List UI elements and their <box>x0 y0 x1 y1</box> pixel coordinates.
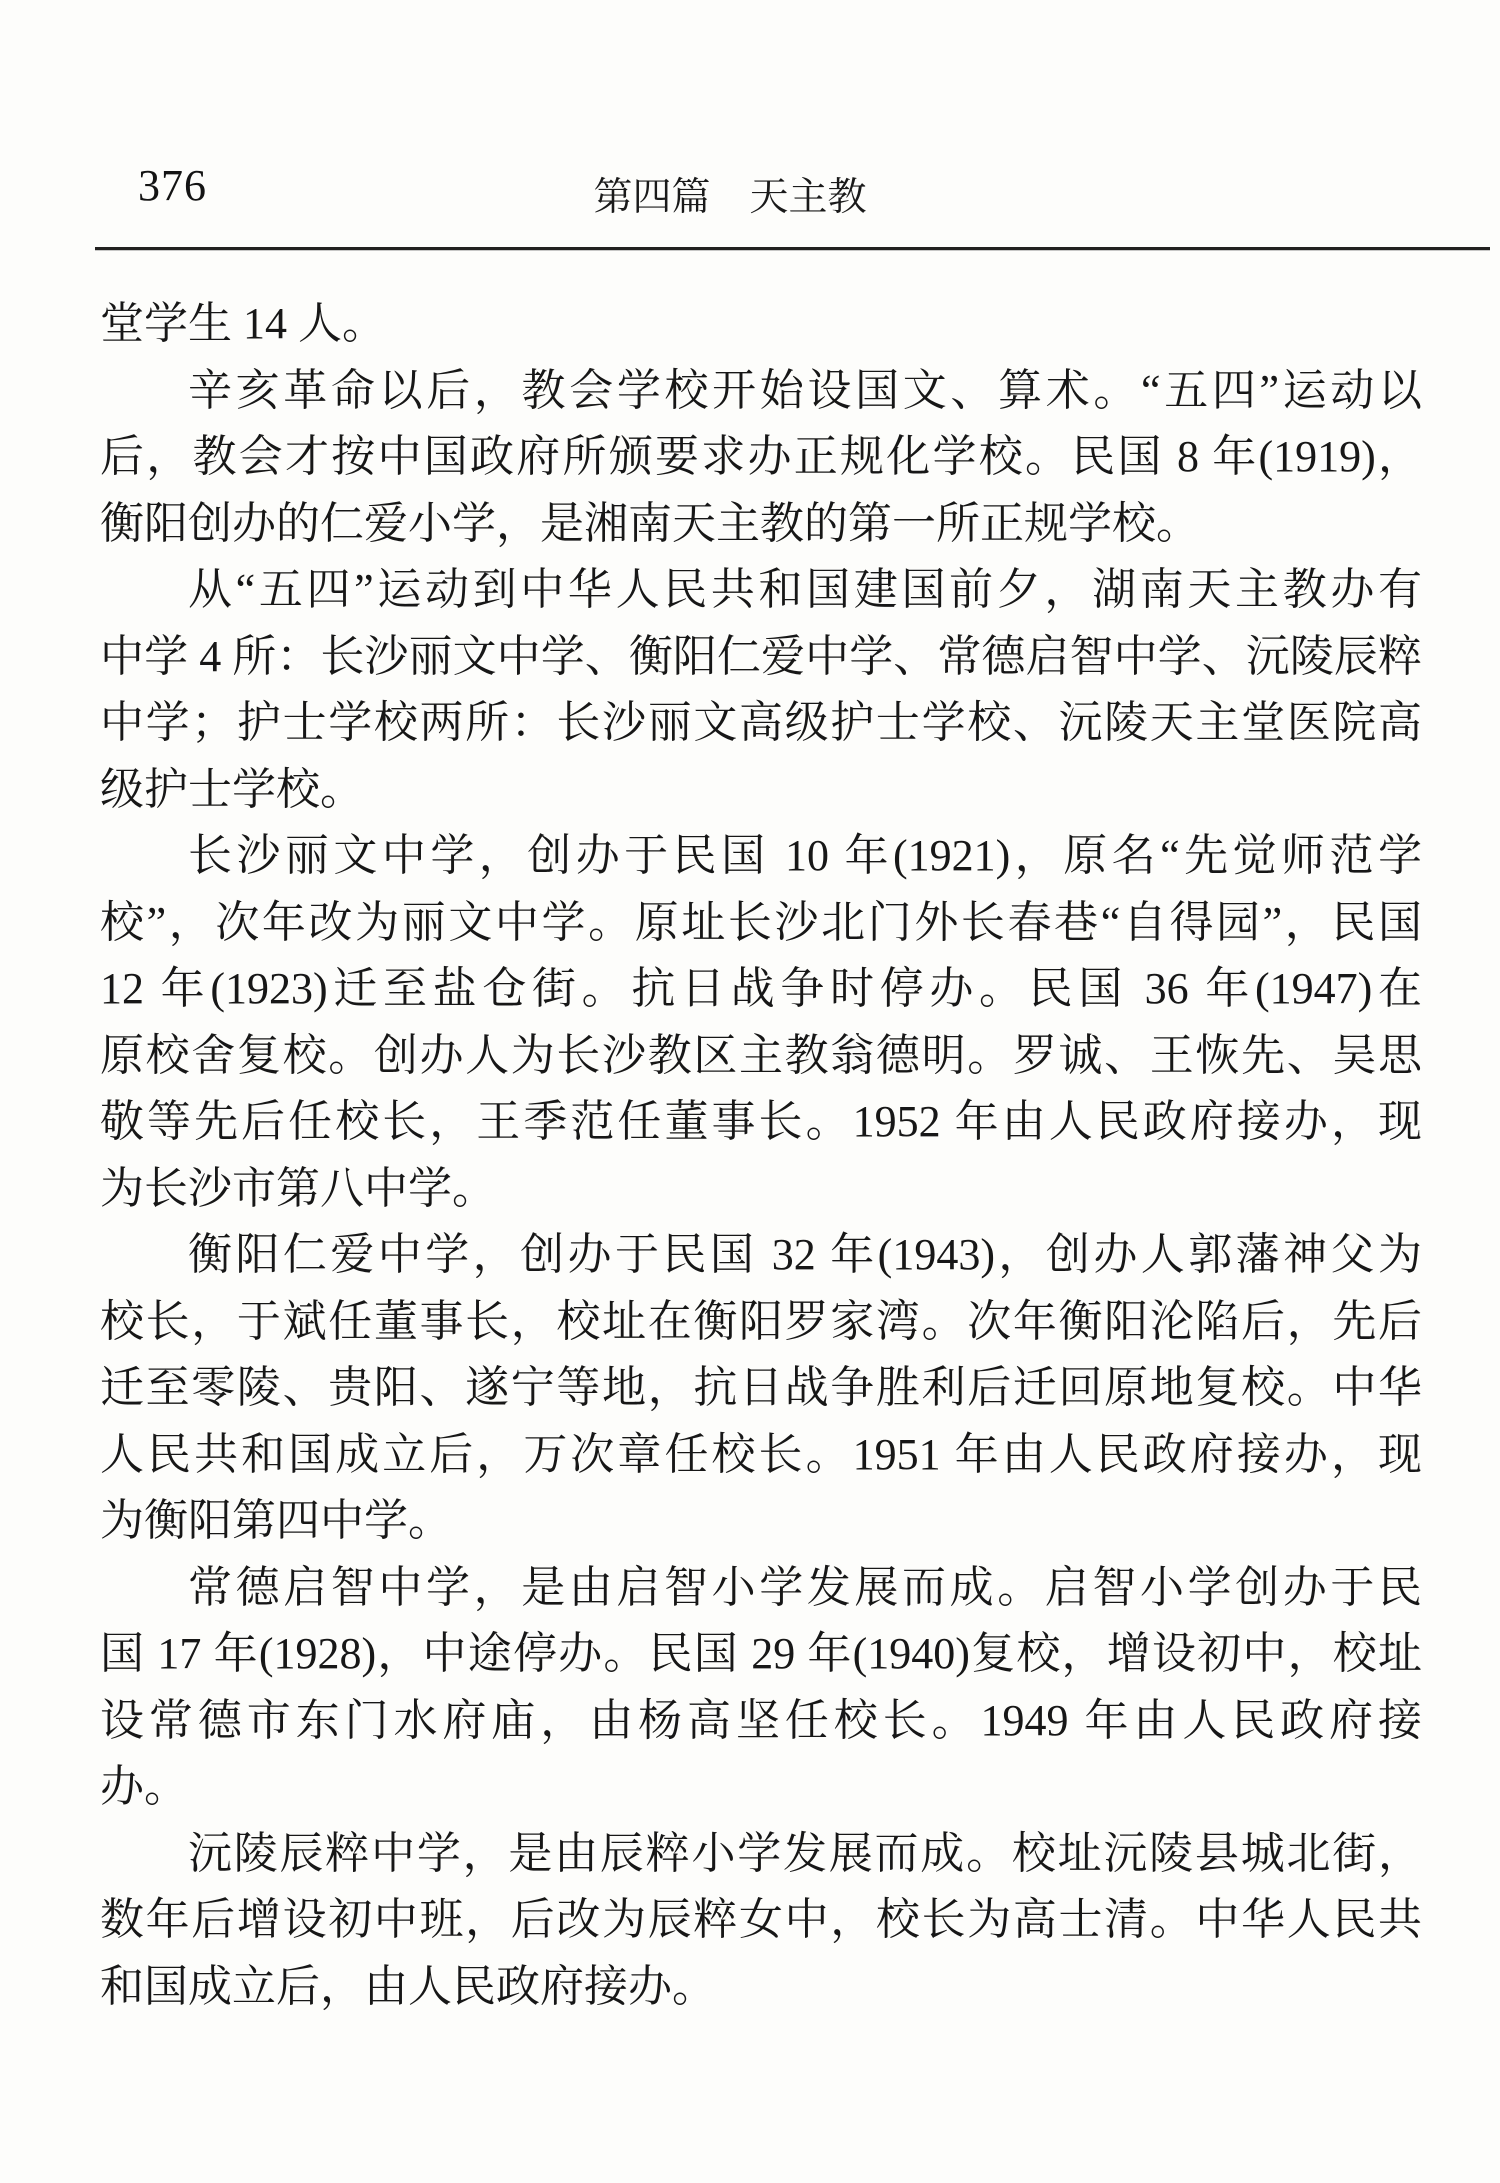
text-line: 原校舍复校。创办人为长沙教区主教翁德明。罗诚、王恢先、吴思 <box>100 1030 1422 1080</box>
text-line: 从“五四”运动到中华人民共和国建国前夕，湖南天主教办有 <box>188 565 1422 614</box>
text-line: 衡阳仁爱中学，创办于民国 32 年(1943)，创办人郭藩神父为 <box>188 1230 1422 1279</box>
text-line: 办。 <box>100 1762 188 1811</box>
text-line: 校”，次年改为丽文中学。原址长沙北门外长春巷“自得园”，民国 <box>100 897 1422 947</box>
text-line: 为衡阳第四中学。 <box>100 1496 452 1545</box>
text-line: 国 17 年(1928)，中途停办。民国 29 年(1940)复校，增设初中，校址 <box>100 1629 1422 1678</box>
text-line: 沅陵辰粹中学，是由辰粹小学发展而成。校址沅陵县城北街， <box>188 1828 1422 1878</box>
text-line: 辛亥革命以后，教会学校开始设国文、算术。“五四”运动以 <box>188 365 1422 415</box>
page-number: 376 <box>138 161 207 210</box>
page-header <box>100 160 1430 219</box>
text-line: 衡阳创办的仁爱小学，是湘南天主教的第一所正规学校。 <box>100 498 1200 548</box>
running-head-title: 第四篇 天主教 <box>593 176 867 219</box>
text-line: 设常德市东门水府庙，由杨高坚任校长。1949 年由人民政府接 <box>100 1695 1422 1745</box>
text-line: 数年后增设初中班，后改为辰粹女中，校长为高士清。中华人民共 <box>100 1895 1422 1944</box>
text-line: 迁至零陵、贵阳、遂宁等地，抗日战争胜利后迁回原地复校。中华 <box>100 1363 1422 1412</box>
text-line: 长沙丽文中学，创办于民国 10 年(1921)，原名“先觉师范学 <box>188 831 1422 880</box>
header-rule <box>95 247 1490 250</box>
text-line: 敬等先后任校长，王季范任董事长。1952 年由人民政府接办，现 <box>100 1097 1422 1146</box>
body-text <box>100 291 1422 2020</box>
text-line: 后，教会才按中国政府所颁要求办正规化学校。民国 8 年(1919)， <box>100 432 1422 481</box>
text-line: 和国成立后，由人民政府接办。 <box>100 1961 716 2011</box>
text-line: 12 年(1923)迁至盐仓街。抗日战争时停办。民国 36 年(1947)在 <box>100 964 1422 1013</box>
text-line: 为长沙市第八中学。 <box>100 1163 496 1213</box>
text-line: 人民共和国成立后，万次章任校长。1951 年由人民政府接办，现 <box>100 1429 1422 1479</box>
text-line: 校长，于斌任董事长，校址在衡阳罗家湾。次年衡阳沦陷后，先后 <box>100 1296 1422 1346</box>
text-line: 中学；护士学校两所：长沙丽文高级护士学校、沅陵天主堂医院高 <box>100 698 1422 747</box>
text-line: 中学 4 所：长沙丽文中学、衡阳仁爱中学、常德启智中学、沅陵辰粹 <box>100 631 1422 681</box>
text-line: 级护士学校。 <box>100 764 364 814</box>
text-line: 堂学生 14 人。 <box>100 299 386 348</box>
text-line: 常德启智中学，是由启智小学发展而成。启智小学创办于民 <box>188 1562 1422 1612</box>
